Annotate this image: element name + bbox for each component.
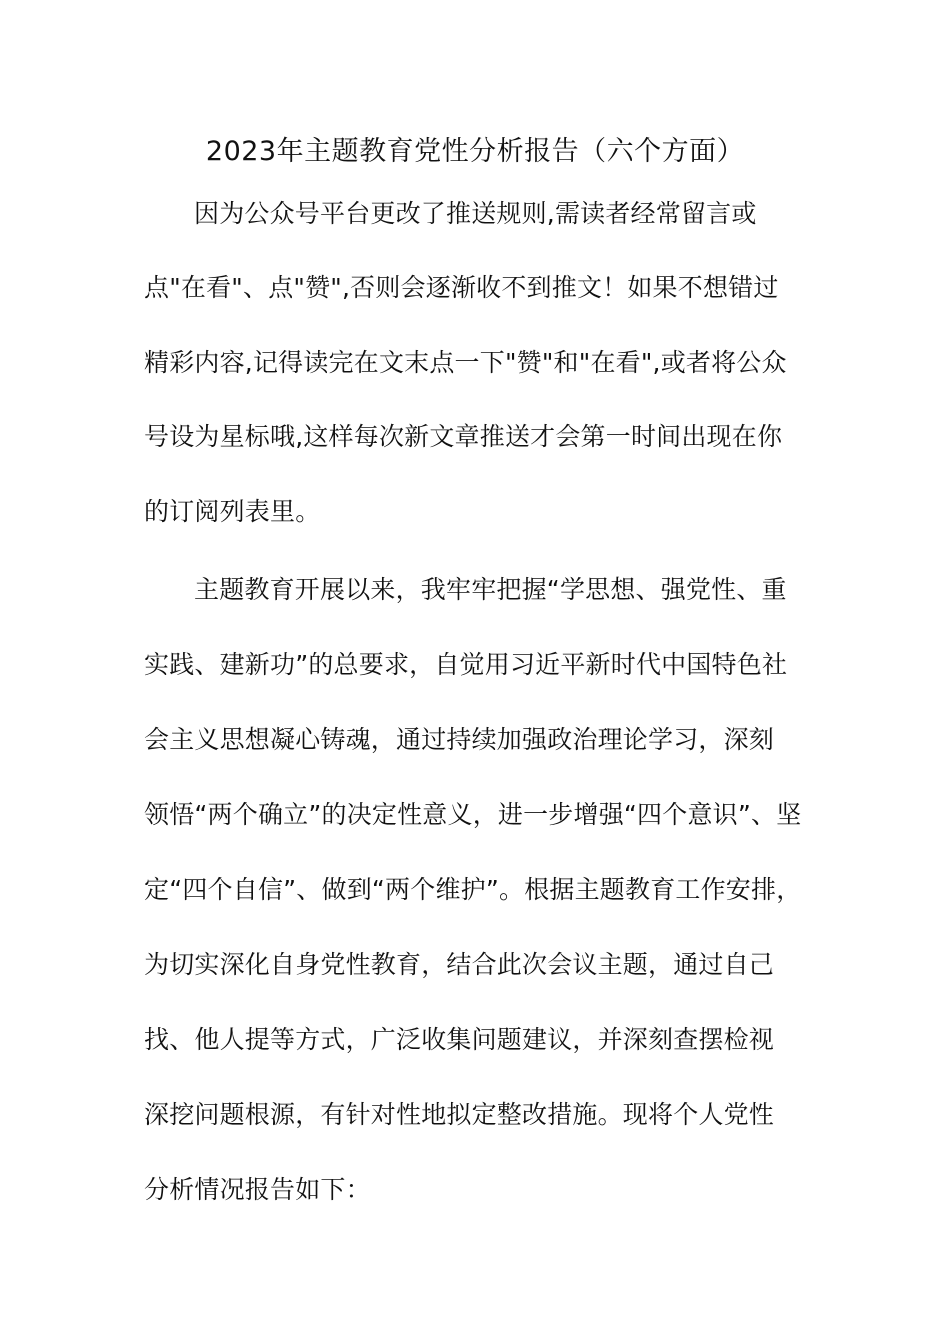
paragraph-1-line-3: 精彩内容,记得读完在文末点一下"赞"和"在看",或者将公众 (144, 348, 787, 377)
paragraph-2-line-2: 实践、建新功”的总要求，自觉用习近平新时代中国特色社 (144, 650, 788, 679)
paragraph-2-line-7: 找、他人提等方式，广泛收集问题建议，并深刻查摆检视 (144, 1025, 775, 1054)
paragraph-2-line-4: 领悟“两个确立”的决定性意义，进一步增强“四个意识”、坚 (144, 800, 802, 829)
document-title: 2023年主题教育党性分析报告（六个方面） (205, 136, 745, 167)
paragraph-2-line-6: 为切实深化自身党性教育，结合此次会议主题，通过自己 (144, 950, 775, 979)
paragraph-1-line-2: 点"在看"、点"赞",否则会逐渐收不到推文！如果不想错过 (144, 273, 779, 302)
paragraph-2-line-8: 深挖问题根源，有针对性地拟定整改措施。现将个人党性 (144, 1100, 775, 1129)
paragraph-2-line-9: 分析情况报告如下： (144, 1175, 371, 1204)
paragraph-1-line-5: 的订阅列表里。 (144, 497, 321, 526)
paragraph-2-line-3: 会主义思想凝心铸魂，通过持续加强政治理论学习，深刻 (144, 725, 775, 754)
paragraph-2-line-1: 主题教育开展以来，我牢牢把握“学思想、强党性、重 (194, 575, 787, 604)
paragraph-2-line-5: 定“四个自信”、做到“两个维护”。根据主题教育工作安排， (144, 875, 802, 904)
paragraph-1-line-1: 因为公众号平台更改了推送规则,需读者经常留言或 (194, 199, 757, 228)
paragraph-1-line-4: 号设为星标哦,这样每次新文章推送才会第一时间出现在你 (144, 422, 783, 451)
